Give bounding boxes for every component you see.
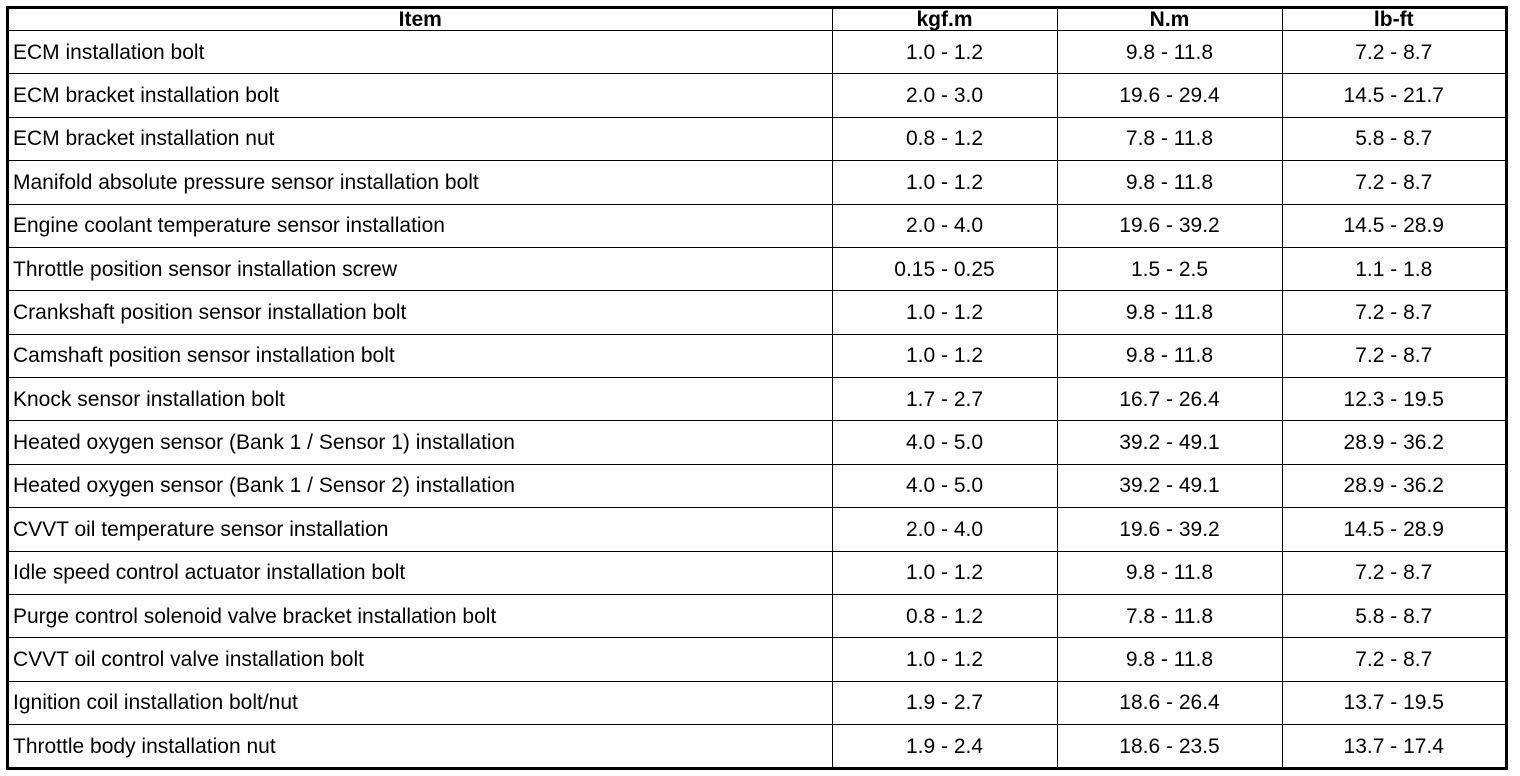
kgf-m-cell: 2.0 - 3.0	[832, 74, 1057, 117]
kgf-m-cell: 1.0 - 1.2	[832, 161, 1057, 204]
lb-ft-cell: 7.2 - 8.7	[1282, 161, 1505, 204]
item-cell: Purge control solenoid valve bracket installation bolt	[9, 594, 832, 637]
lb-ft-cell: 14.5 - 21.7	[1282, 74, 1505, 117]
kgf-m-cell: 2.0 - 4.0	[832, 508, 1057, 551]
table-row	[9, 247, 1505, 290]
kgf-m-cell: 1.0 - 1.2	[832, 551, 1057, 594]
item-cell: Throttle position sensor installation screw	[9, 247, 832, 290]
item-cell: ECM bracket installation bolt	[9, 74, 832, 117]
kgf-m-cell: 0.8 - 1.2	[832, 117, 1057, 160]
lb-ft-cell: 13.7 - 17.4	[1282, 725, 1505, 768]
n-m-cell: 9.8 - 11.8	[1057, 334, 1282, 377]
n-m-cell: 16.7 - 26.4	[1057, 378, 1282, 421]
kgf-m-cell: 2.0 - 4.0	[832, 204, 1057, 247]
table-row	[9, 594, 1505, 637]
header-item: Item	[9, 9, 832, 31]
table-row	[9, 725, 1505, 768]
item-cell: CVVT oil temperature sensor installation	[9, 508, 832, 551]
table-row	[9, 464, 1505, 507]
n-m-cell: 9.8 - 11.8	[1057, 161, 1282, 204]
lb-ft-cell: 14.5 - 28.9	[1282, 508, 1505, 551]
table-row	[9, 31, 1505, 74]
item-cell: Heated oxygen sensor (Bank 1 / Sensor 2) installation	[9, 464, 832, 507]
lb-ft-cell: 7.2 - 8.7	[1282, 334, 1505, 377]
header-lb-ft: lb-ft	[1282, 9, 1505, 31]
lb-ft-cell: 7.2 - 8.7	[1282, 31, 1505, 74]
lb-ft-cell: 14.5 - 28.9	[1282, 204, 1505, 247]
lb-ft-cell: 28.9 - 36.2	[1282, 464, 1505, 507]
kgf-m-cell: 0.15 - 0.25	[832, 247, 1057, 290]
lb-ft-cell: 7.2 - 8.7	[1282, 291, 1505, 334]
n-m-cell: 9.8 - 11.8	[1057, 638, 1282, 681]
item-cell: Manifold absolute pressure sensor installation bolt	[9, 161, 832, 204]
kgf-m-cell: 1.0 - 1.2	[832, 334, 1057, 377]
table-row	[9, 508, 1505, 551]
lb-ft-cell: 13.7 - 19.5	[1282, 681, 1505, 724]
n-m-cell: 1.5 - 2.5	[1057, 247, 1282, 290]
item-cell: ECM bracket installation nut	[9, 117, 832, 160]
n-m-cell: 39.2 - 49.1	[1057, 421, 1282, 464]
item-cell: Heated oxygen sensor (Bank 1 / Sensor 1) installation	[9, 421, 832, 464]
kgf-m-cell: 1.0 - 1.2	[832, 31, 1057, 74]
kgf-m-cell: 1.7 - 2.7	[832, 378, 1057, 421]
header-row	[9, 9, 1505, 31]
header-n-m: N.m	[1057, 9, 1282, 31]
n-m-cell: 19.6 - 29.4	[1057, 74, 1282, 117]
lb-ft-cell: 5.8 - 8.7	[1282, 594, 1505, 637]
item-cell: CVVT oil control valve installation bolt	[9, 638, 832, 681]
n-m-cell: 7.8 - 11.8	[1057, 117, 1282, 160]
table-row	[9, 204, 1505, 247]
n-m-cell: 9.8 - 11.8	[1057, 31, 1282, 74]
table-row	[9, 378, 1505, 421]
lb-ft-cell: 5.8 - 8.7	[1282, 117, 1505, 160]
table-row	[9, 421, 1505, 464]
item-cell: Crankshaft position sensor installation bolt	[9, 291, 832, 334]
header-kgf-m: kgf.m	[832, 9, 1057, 31]
n-m-cell: 9.8 - 11.8	[1057, 551, 1282, 594]
n-m-cell: 7.8 - 11.8	[1057, 594, 1282, 637]
table-row	[9, 638, 1505, 681]
kgf-m-cell: 4.0 - 5.0	[832, 421, 1057, 464]
n-m-cell: 18.6 - 26.4	[1057, 681, 1282, 724]
n-m-cell: 19.6 - 39.2	[1057, 508, 1282, 551]
item-cell: Engine coolant temperature sensor installation	[9, 204, 832, 247]
lb-ft-cell: 7.2 - 8.7	[1282, 638, 1505, 681]
kgf-m-cell: 1.0 - 1.2	[832, 291, 1057, 334]
table-row	[9, 681, 1505, 724]
table-row	[9, 334, 1505, 377]
kgf-m-cell: 1.0 - 1.2	[832, 638, 1057, 681]
kgf-m-cell: 4.0 - 5.0	[832, 464, 1057, 507]
torque-spec-sheet	[6, 6, 1508, 770]
lb-ft-cell: 1.1 - 1.8	[1282, 247, 1505, 290]
kgf-m-cell: 0.8 - 1.2	[832, 594, 1057, 637]
lb-ft-cell: 7.2 - 8.7	[1282, 551, 1505, 594]
kgf-m-cell: 1.9 - 2.4	[832, 725, 1057, 768]
item-cell: Idle speed control actuator installation bolt	[9, 551, 832, 594]
table-row	[9, 74, 1505, 117]
n-m-cell: 39.2 - 49.1	[1057, 464, 1282, 507]
table-row	[9, 551, 1505, 594]
table-row	[9, 117, 1505, 160]
kgf-m-cell: 1.9 - 2.7	[832, 681, 1057, 724]
item-cell: Throttle body installation nut	[9, 725, 832, 768]
lb-ft-cell: 28.9 - 36.2	[1282, 421, 1505, 464]
item-cell: ECM installation bolt	[9, 31, 832, 74]
item-cell: Ignition coil installation bolt/nut	[9, 681, 832, 724]
n-m-cell: 9.8 - 11.8	[1057, 291, 1282, 334]
lb-ft-cell: 12.3 - 19.5	[1282, 378, 1505, 421]
table-row	[9, 161, 1505, 204]
item-cell: Camshaft position sensor installation bolt	[9, 334, 832, 377]
n-m-cell: 19.6 - 39.2	[1057, 204, 1282, 247]
table-row	[9, 291, 1505, 334]
item-cell: Knock sensor installation bolt	[9, 378, 832, 421]
torque-spec-table	[9, 9, 1505, 767]
n-m-cell: 18.6 - 23.5	[1057, 725, 1282, 768]
